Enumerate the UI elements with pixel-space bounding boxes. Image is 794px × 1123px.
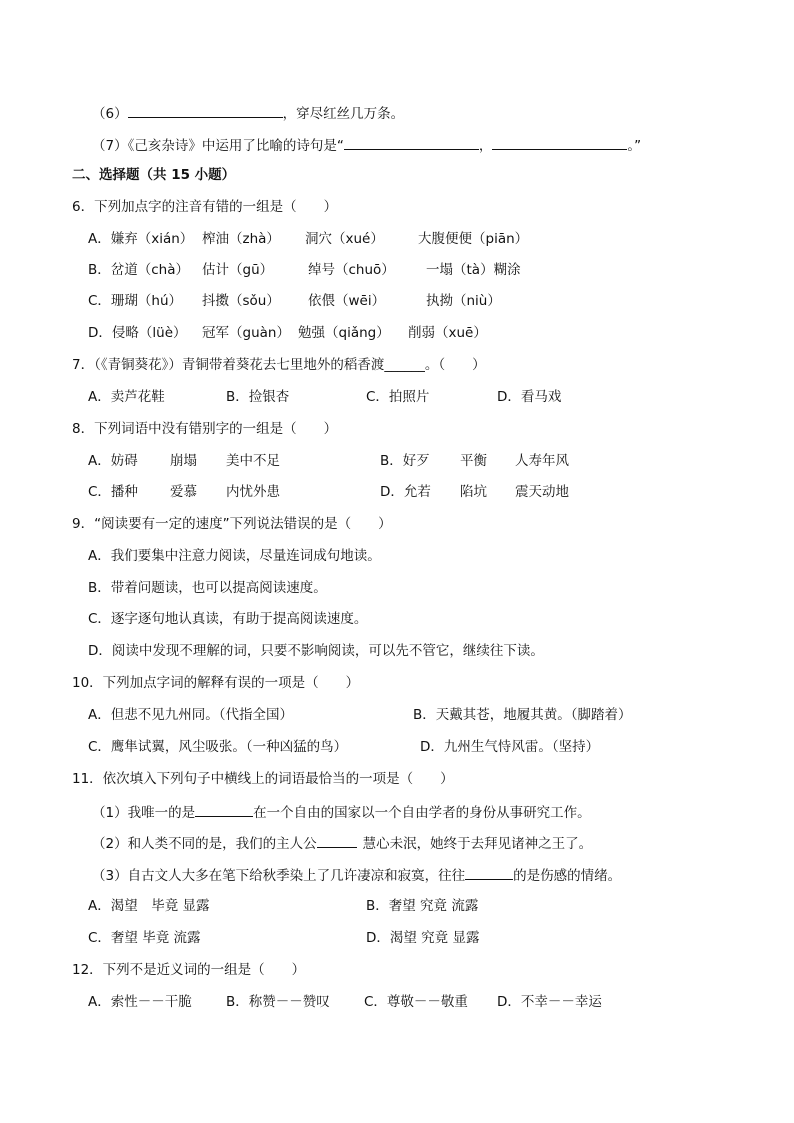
q11-s3-post: 的是伤感的情绪。: [513, 868, 622, 884]
q9-option-c[interactable]: C．逐字逐句地认真读，有助于提高阅读速度。: [88, 611, 368, 627]
q8-option-d-3: 震天动地: [515, 484, 569, 500]
q6-option-b-3: 绰号（chuō）: [308, 262, 395, 278]
q8-option-b-2: 平衡: [460, 453, 487, 469]
q6-option-c-2: 抖擞（sǒu）: [202, 293, 280, 309]
q8-option-d-2: 陷坑: [460, 484, 487, 500]
q11-sentence-1: [92, 802, 591, 822]
q9-stem: 9．“阅读要有一定的速度”下列说法错误的是（ ）: [72, 516, 392, 532]
q8-option-c-1[interactable]: C．播种: [88, 484, 138, 500]
q6-option-b-4: 一塌（tà）糊涂: [426, 262, 521, 278]
q6-option-d-4: 削弱（xuē）: [408, 325, 487, 341]
q8-option-d-1[interactable]: D．允若: [380, 484, 431, 500]
q6-option-b-2: 估计（gū）: [202, 262, 274, 278]
section-2-title: 二、选择题（共 15 小题）: [72, 167, 236, 183]
q6-prefix: （6）: [92, 106, 128, 122]
q10-option-c[interactable]: C．鹰隼试翼，风尘吸张。（一种凶猛的鸟）: [88, 739, 348, 755]
q10-option-a[interactable]: A．但悲不见九州同。（代指全国）: [88, 707, 293, 723]
q12-option-b[interactable]: B．称赞－－赞叹: [226, 994, 330, 1010]
q10-option-d[interactable]: D．九州生气恃风雷。（坚持）: [420, 739, 600, 755]
q6-option-d-3: 勉强（qiǎng）: [298, 325, 390, 341]
q10-option-b[interactable]: B．天戴其苍，地履其黄。（脚踏着）: [413, 707, 632, 723]
q8-option-c-3: 内忧外患: [226, 484, 280, 500]
q6-option-a-1[interactable]: A．嫌弃（xián）: [88, 231, 194, 247]
q11-sentence-3: [92, 865, 621, 885]
q6-option-a-2: 榨油（zhà）: [202, 231, 280, 247]
q6-option-d-2: 冠军（guàn）: [202, 325, 290, 341]
q9-option-a[interactable]: A．我们要集中注意力阅读，尽量连词成句地读。: [88, 548, 381, 564]
q11-option-c[interactable]: C．奢望 毕竟 流露: [88, 930, 201, 946]
q11-s2-pre: （2）和人类不同的是，我们的主人公: [92, 836, 317, 852]
q7-option-d[interactable]: D．看马戏: [497, 389, 562, 405]
q9-option-d[interactable]: D．阅读中发现不理解的词，只要不影响阅读，可以先不管它，继续往下读。: [88, 643, 544, 659]
q11-s1-blank[interactable]: [195, 802, 253, 817]
q7-mid: ，: [478, 138, 493, 154]
q11-stem: 11．依次填入下列句子中横线上的词语最恰当的一项是（ ）: [72, 771, 454, 787]
q9-option-b[interactable]: B．带着问题读，也可以提高阅读速度。: [88, 580, 327, 596]
q6-answer-blank[interactable]: [128, 103, 283, 118]
q6-option-a-3: 洞穴（xué）: [305, 231, 384, 247]
q11-sentence-2: [92, 833, 592, 853]
q11-s1-post: 在一个自由的国家以一个自由学者的身份从事研究工作。: [253, 805, 591, 821]
q6-suffix: ，穿尽红丝几万条。: [282, 106, 405, 122]
q8-option-b-3: 人寿年风: [515, 453, 569, 469]
q6-option-c-1[interactable]: C．珊瑚（hú）: [88, 293, 183, 309]
q7-prefix: （7）《己亥杂诗》中运用了比喻的诗句是“: [92, 138, 344, 154]
q8-option-a-3: 美中不足: [226, 453, 280, 469]
fill-question-7: [92, 135, 641, 155]
q8-option-a-1[interactable]: A．妨碍: [88, 453, 138, 469]
q11-option-d[interactable]: D．渴望 究竟 显露: [366, 930, 480, 946]
q11-option-a[interactable]: A．渴望 毕竟 显露: [88, 898, 210, 914]
q7-answer-blank-2[interactable]: [492, 135, 627, 150]
q7-option-b[interactable]: B．捡银杏: [226, 389, 290, 405]
q6-option-b-1[interactable]: B．岔道（chà）: [88, 262, 190, 278]
q8-option-a-2: 崩塌: [170, 453, 197, 469]
q7-answer-blank-1[interactable]: [344, 135, 479, 150]
q12-option-d[interactable]: D．不幸－－幸运: [497, 994, 602, 1010]
q11-s2-blank[interactable]: [317, 833, 357, 848]
q6-option-c-4: 执拗（niù）: [426, 293, 501, 309]
q11-s3-pre: （3）自古文人大多在笔下给秋季染上了几许凄凉和寂寞，往往: [92, 868, 466, 884]
q8-option-b-1[interactable]: B．好歹: [380, 453, 430, 469]
q7-option-a[interactable]: A．卖芦花鞋: [88, 389, 165, 405]
q12-stem: 12．下列不是近义词的一组是（ ）: [72, 962, 306, 978]
q11-s2-post: 慧心未泯，她终于去拜见诸神之王了。: [362, 836, 593, 852]
q7-option-c[interactable]: C．拍照片: [366, 389, 430, 405]
q6-option-c-3: 依偎（wēi）: [308, 293, 386, 309]
q6-option-d-1[interactable]: D．侵略（lüè）: [88, 325, 187, 341]
q12-option-c[interactable]: C．尊敬－－敬重: [364, 994, 468, 1010]
q11-s1-pre: （1）我唯一的是: [92, 805, 196, 821]
q11-s3-blank[interactable]: [465, 865, 513, 880]
q12-option-a[interactable]: A．索性－－干脆: [88, 994, 192, 1010]
fill-question-6: [92, 103, 404, 123]
q7-stem: 7．（《青铜葵花》）青铜带着葵花去七里地外的稻香渡______。（ ）: [72, 357, 486, 373]
q8-stem: 8．下列词语中没有错别字的一组是（ ）: [72, 421, 338, 437]
q10-stem: 10．下列加点字词的解释有误的一项是（ ）: [72, 675, 360, 691]
q8-option-c-2: 爱慕: [170, 484, 197, 500]
q11-option-b[interactable]: B．奢望 究竟 流露: [366, 898, 479, 914]
q6-stem: 6．下列加点字的注音有错的一组是（ ）: [72, 199, 338, 215]
q6-option-a-4: 大腹便便（piān）: [418, 231, 529, 247]
q7-suffix: 。”: [627, 138, 642, 154]
